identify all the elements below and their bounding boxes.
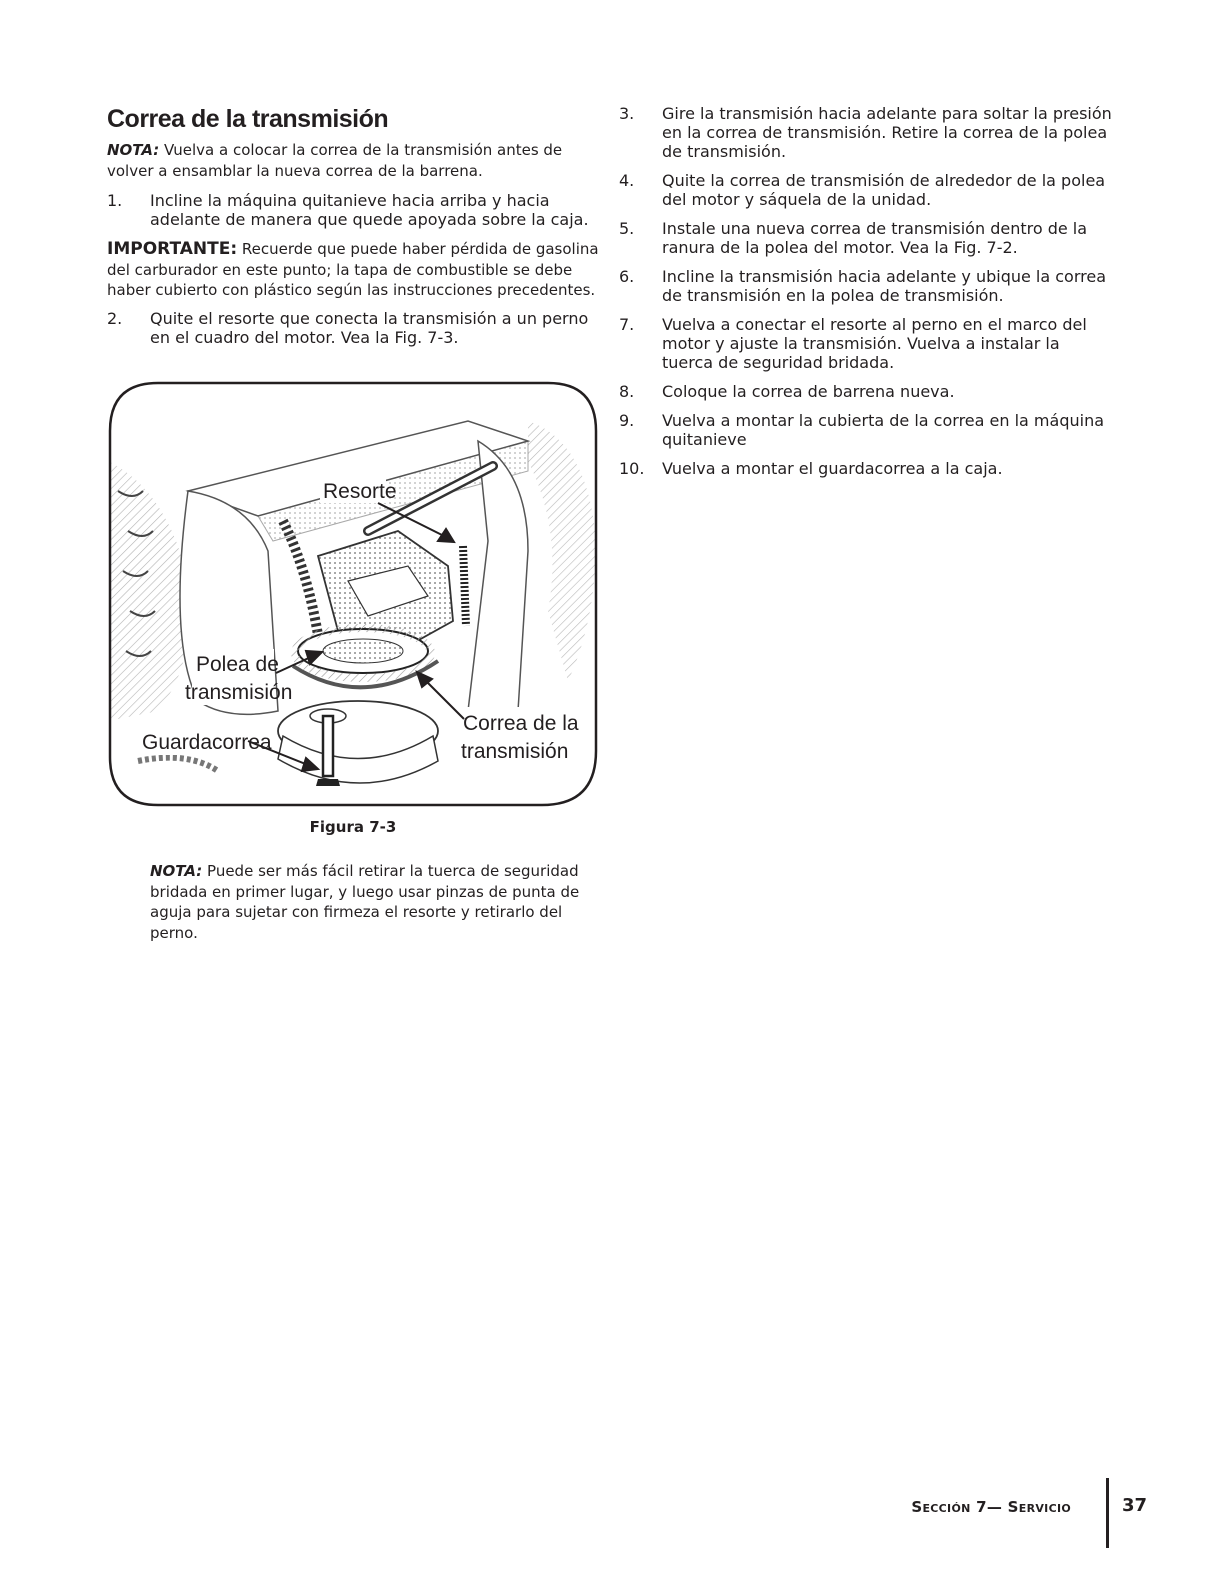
step-2-number: 2.	[107, 308, 123, 328]
step-4-number: 4.	[619, 171, 635, 190]
important-label: IMPORTANTE:	[107, 239, 238, 259]
important-text: Recuerde que puede haber pérdida de gasolina del carburador en este punto; la tapa de combustible se debe haber cubierto con plástico según las instrucciones precedentes.	[107, 240, 599, 299]
step-1-text: Incline la máquina quitanieve hacia arriba y hacia adelante de manera que quede apoyada sobre la caja.	[150, 191, 589, 229]
label-polea-1: Polea de	[196, 653, 279, 676]
section-heading: Correa de la transmisión	[107, 105, 389, 133]
step-3-text: Gire la transmisión hacia adelante para soltar la presión en la correa de transmisión. Retire la correa de la polea de transmisión.	[662, 104, 1112, 161]
label-polea-2: transmisión	[185, 681, 293, 704]
step-7-text: Vuelva a conectar el resorte al perno en el marco del motor y ajuste la transmisión. Vuelva a instalar la tuerca de seguridad bridada.	[662, 315, 1087, 372]
step-6-number: 6.	[619, 267, 635, 286]
footer-section-title: Sección 7— Servicio	[911, 1498, 1071, 1516]
arrow-correa	[424, 679, 464, 719]
left-tire	[108, 461, 190, 721]
step-6-text: Incline la transmisión hacia adelante y ubique la correa de transmisión en la polea de transmisión.	[662, 267, 1107, 305]
step-10-text: Vuelva a montar el guardacorrea a la caja.	[662, 459, 1003, 478]
step-2	[107, 309, 602, 347]
figure-caption: Figura 7-3	[309, 818, 397, 836]
step-9-text: Vuelva a montar la cubierta de la correa en la máquina quitanieve	[662, 411, 1105, 449]
step-10-number: 10.	[619, 459, 645, 478]
step-4-text: Quite la correa de transmisión de alrededor de la polea del motor y sáquela de la unidad.	[662, 171, 1106, 209]
transmission-illustration	[108, 381, 598, 807]
step-8	[619, 382, 1114, 401]
label-guardacorrea: Guardacorrea	[142, 731, 272, 754]
right-tire	[528, 421, 596, 681]
step-7-number: 7.	[619, 315, 635, 334]
step-5-number: 5.	[619, 219, 635, 238]
step-5-text: Instale una nueva correa de transmisión dentro de la ranura de la polea del motor. Vea la Fig. 7-2.	[662, 219, 1088, 257]
note-1	[107, 140, 602, 181]
step-5	[619, 219, 1114, 257]
step-1-number: 1.	[107, 191, 123, 210]
step-2-text: Quite el resorte que conecta la transmisión a un perno en el cuadro del motor. Vea la Fig. 7-3.	[150, 308, 589, 347]
step-8-text: Coloque la correa de barrena nueva.	[662, 382, 955, 401]
step-8-number: 8.	[619, 382, 635, 401]
step-9-number: 9.	[619, 411, 635, 430]
note-1-label: NOTA:	[107, 141, 160, 159]
note-1-text: Vuelva a colocar la correa de la transmisión antes de volver a ensamblar la nueva correa de la barrena.	[107, 141, 563, 180]
label-correa-1: Correa de la	[463, 712, 579, 735]
note-2-text: Puede ser más fácil retirar la tuerca de seguridad bridada en primer lugar, y luego usar pinzas de punta de aguja para sujetar con firmeza el resorte y retirarlo del perno.	[150, 862, 580, 942]
important-note	[107, 239, 602, 301]
footer-divider	[1106, 1478, 1109, 1548]
figure-7-3	[108, 381, 598, 807]
left-column	[107, 104, 602, 356]
step-10	[619, 459, 1114, 478]
step-9	[619, 411, 1114, 449]
page-number: 37	[1122, 1495, 1148, 1516]
step-1	[107, 191, 602, 229]
label-resorte: Resorte	[323, 480, 397, 503]
step-3-number: 3.	[619, 104, 635, 123]
page-footer	[0, 1478, 1224, 1548]
step-7	[619, 315, 1114, 372]
step-4	[619, 171, 1114, 209]
label-correa-2: transmisión	[461, 740, 569, 763]
step-3	[619, 104, 1114, 161]
right-column	[619, 104, 1114, 488]
note-2	[150, 861, 580, 943]
step-6	[619, 267, 1114, 305]
note-2-label: NOTA:	[150, 862, 203, 880]
